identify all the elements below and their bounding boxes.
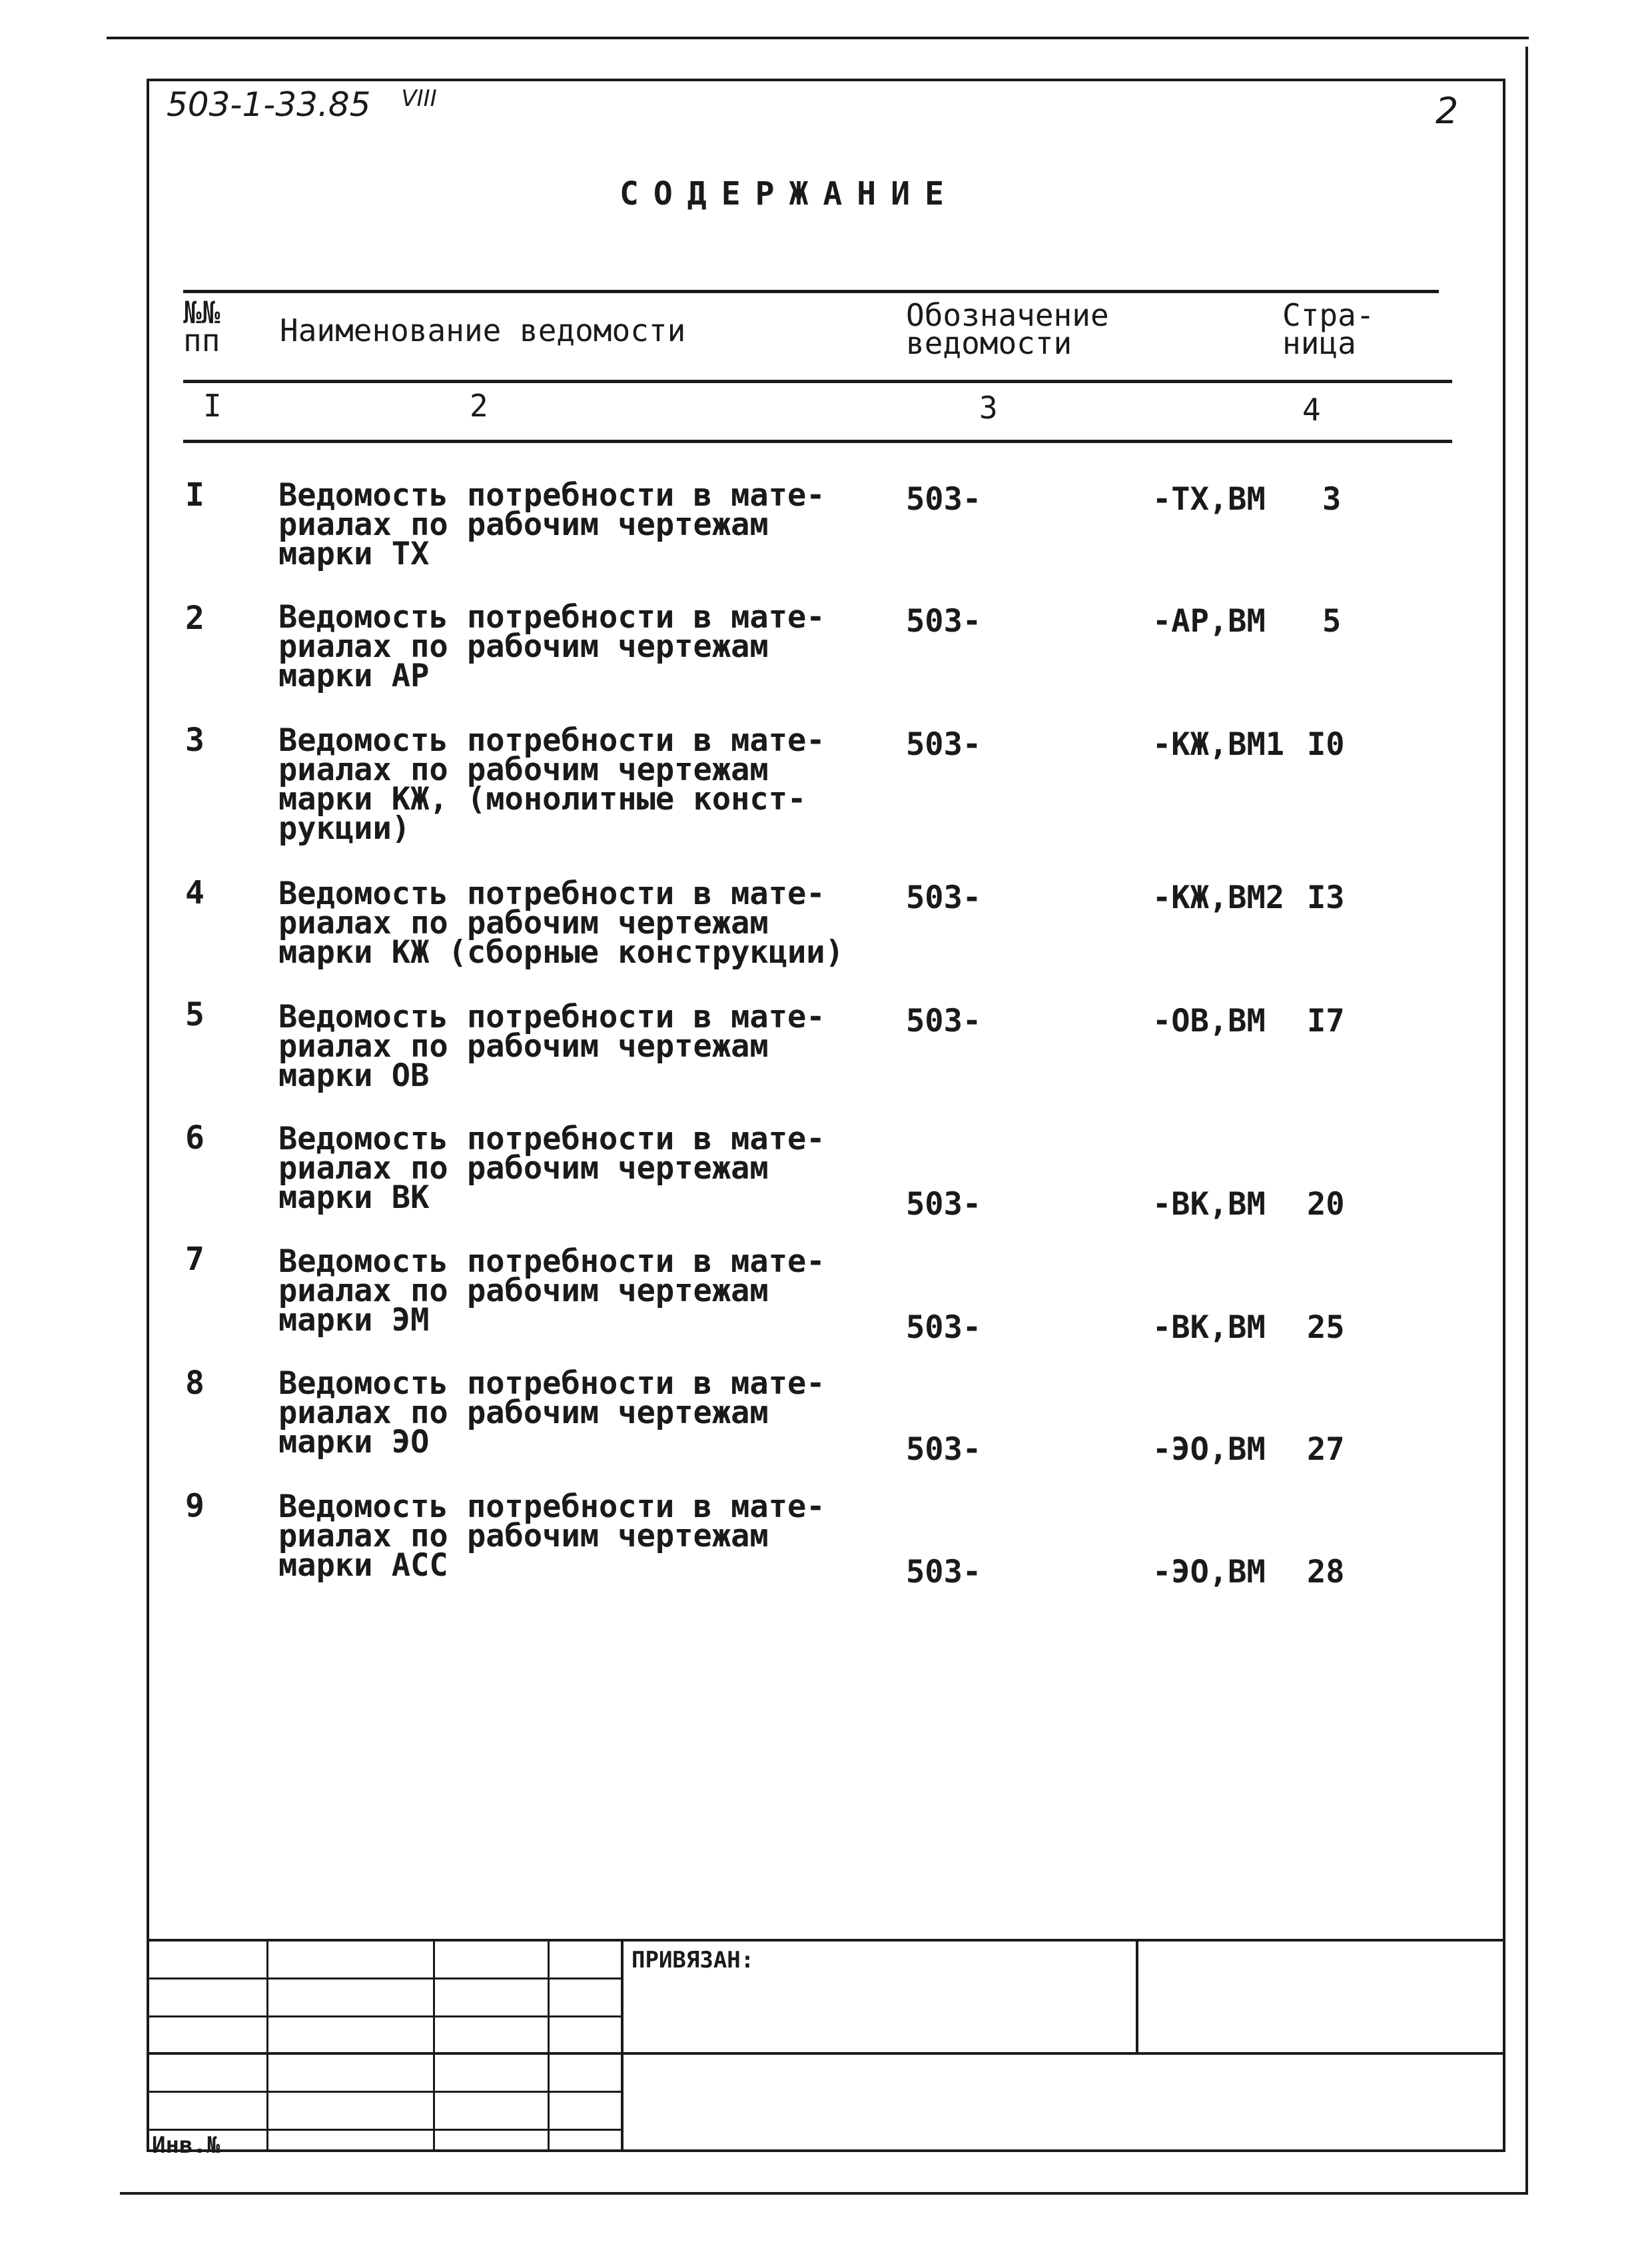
row-7-code-suffix: -ВК,ВМ: [1152, 1309, 1266, 1346]
row-9-name-line2: риалах по рабочим чертежам: [278, 1518, 769, 1554]
column-number-2: 2: [470, 388, 488, 424]
row-5-name-line3: марки ОВ: [278, 1057, 430, 1094]
row-1-name: [278, 477, 825, 572]
stamp-col-line-2: [433, 1939, 435, 2152]
row-9-code-suffix: -ЭО,ВМ: [1152, 1554, 1266, 1590]
row-6-page: 20: [1307, 1186, 1345, 1223]
row-5-name: [278, 999, 825, 1094]
row-7-name: [278, 1243, 825, 1339]
row-5-name-line2: риалах по рабочим чертежам: [278, 1028, 769, 1065]
stamp-col-line-5: [1136, 1939, 1138, 2053]
row-3-name-line4: рукции): [278, 810, 411, 847]
row-2-name-line3: марки АР: [278, 658, 430, 694]
stamp-row-line-5: [147, 2129, 622, 2131]
header-page-line1: Стра-: [1282, 297, 1375, 333]
row-3-number: 3: [185, 722, 205, 759]
row-5-code-suffix: -ОВ,ВМ: [1152, 1003, 1266, 1039]
header-number-line2: пп: [183, 322, 220, 358]
row-1-number: I: [185, 476, 205, 514]
row-7-name-line2: риалах по рабочим чертежам: [278, 1273, 769, 1309]
row-7-page: 25: [1307, 1309, 1345, 1346]
document-title: СОДЕРЖАНИЕ: [620, 175, 959, 213]
row-9-code-prefix: 503-: [906, 1554, 982, 1590]
row-1-page: 3: [1322, 481, 1342, 518]
row-5-code-prefix: 503-: [906, 1003, 982, 1039]
column-number-3: 3: [979, 390, 998, 426]
row-4-page: I3: [1307, 879, 1345, 916]
row-5-page: I7: [1307, 1003, 1345, 1039]
table-header-mid-line: [183, 380, 1452, 383]
frame-inner-left: [147, 79, 149, 2152]
frame-outer-right: [1525, 47, 1528, 2192]
header-page-line2: ница: [1282, 325, 1356, 361]
row-8-name-line1: Ведомость потребности в мате-: [278, 1365, 825, 1402]
frame-bottom-edge: [120, 2192, 1528, 2195]
row-4-name-line3: марки КЖ (сборные конструкции): [278, 934, 844, 971]
frame-inner-right: [1503, 79, 1505, 2152]
row-7-name-line3: марки ЭМ: [278, 1302, 430, 1339]
row-5-name-line1: Ведомость потребности в мате-: [278, 999, 825, 1035]
column-number-4: 4: [1302, 392, 1321, 428]
row-8-name-line3: марки ЭО: [278, 1424, 430, 1460]
album-number: VIII: [401, 85, 437, 112]
row-9-name-line3: марки АСС: [278, 1547, 448, 1584]
sheet-code: [167, 85, 437, 124]
stamp-row-line-2: [147, 2015, 622, 2017]
row-4-name: [278, 875, 844, 971]
row-7-number: 7: [185, 1241, 205, 1278]
header-name: Наименование ведомости: [280, 312, 686, 348]
frame-top-edge: [107, 37, 1529, 39]
row-4-name-line2: риалах по рабочим чертежам: [278, 905, 769, 941]
header-number-line1: №№: [183, 294, 220, 330]
row-6-number: 6: [185, 1119, 205, 1157]
inventory-number-label: Инв.№: [152, 2132, 220, 2159]
header-number: [183, 294, 220, 358]
frame-inner-bottom: [147, 2149, 1505, 2152]
table-header-bottom-line: [183, 440, 1452, 443]
row-6-name-line2: риалах по рабочим чертежам: [278, 1150, 769, 1187]
row-8-number: 8: [185, 1365, 205, 1402]
row-2-number: 2: [185, 600, 205, 637]
row-3-code-suffix: -КЖ,ВМ1: [1152, 726, 1285, 763]
row-1-code-suffix: -ТХ,ВМ: [1152, 481, 1266, 518]
stamp-top-line: [147, 1939, 1505, 1942]
row-9-name: [278, 1488, 825, 1584]
row-8-name-line2: риалах по рабочим чертежам: [278, 1395, 769, 1431]
row-2-page: 5: [1322, 603, 1342, 640]
row-8-code-suffix: -ЭО,ВМ: [1152, 1431, 1266, 1468]
row-1-name-line3: марки ТХ: [278, 536, 430, 572]
row-4-number: 4: [185, 874, 205, 911]
page-number: 2: [1436, 90, 1459, 132]
row-4-code-prefix: 503-: [906, 879, 982, 916]
bound-label: ПРИВЯЗАН:: [631, 1947, 755, 1973]
row-8-page: 27: [1307, 1431, 1345, 1468]
row-9-number: 9: [185, 1487, 205, 1524]
row-6-name: [278, 1121, 825, 1216]
table-header-top-line: [183, 290, 1439, 293]
row-3-name-line2: риалах по рабочим чертежам: [278, 752, 769, 788]
header-page: [1282, 297, 1375, 361]
row-2-name-line2: риалах по рабочим чертежам: [278, 628, 769, 665]
row-6-name-line1: Ведомость потребности в мате-: [278, 1121, 825, 1157]
row-9-name-line1: Ведомость потребности в мате-: [278, 1488, 825, 1525]
stamp-row-line-3: [147, 2052, 1505, 2055]
row-7-code-prefix: 503-: [906, 1309, 982, 1346]
column-number-1: I: [203, 388, 222, 424]
row-7-name-line1: Ведомость потребности в мате-: [278, 1243, 825, 1280]
row-1-name-line2: риалах по рабочим чертежам: [278, 506, 769, 543]
row-2-name: [278, 599, 825, 694]
sheet-code-text: 503-1-33.85: [167, 85, 371, 124]
row-4-name-line1: Ведомость потребности в мате-: [278, 875, 825, 912]
row-1-code-prefix: 503-: [906, 481, 982, 518]
row-6-code-suffix: -ВК,ВМ: [1152, 1186, 1266, 1223]
header-code: [906, 297, 1109, 361]
row-2-code-prefix: 503-: [906, 603, 982, 640]
stamp-row-line-4: [147, 2091, 622, 2093]
row-3-name-line1: Ведомость потребности в мате-: [278, 722, 825, 759]
frame-inner-top: [147, 79, 1505, 81]
row-5-number: 5: [185, 996, 205, 1033]
stamp-col-line-1: [266, 1939, 268, 2152]
row-2-code-suffix: -АР,ВМ: [1152, 603, 1266, 640]
row-8-code-prefix: 503-: [906, 1431, 982, 1468]
stamp-col-line-3: [548, 1939, 550, 2152]
stamp-row-line-1: [147, 1977, 622, 1979]
row-3-name-line3: марки КЖ, (монолитные конст-: [278, 781, 807, 818]
header-code-line2: ведомости: [906, 325, 1072, 361]
row-1-name-line1: Ведомость потребности в мате-: [278, 477, 825, 514]
header-code-line1: Обозначение: [906, 297, 1109, 333]
row-3-code-prefix: 503-: [906, 726, 982, 763]
row-6-code-prefix: 503-: [906, 1186, 982, 1223]
row-8-name: [278, 1365, 825, 1460]
row-3-name: [278, 722, 825, 847]
row-3-page: I0: [1307, 726, 1345, 763]
row-2-name-line1: Ведомость потребности в мате-: [278, 599, 825, 636]
stamp-col-line-4: [621, 1939, 623, 2152]
row-4-code-suffix: -КЖ,ВМ2: [1152, 879, 1285, 916]
row-9-page: 28: [1307, 1554, 1345, 1590]
row-6-name-line3: марки ВК: [278, 1179, 430, 1216]
